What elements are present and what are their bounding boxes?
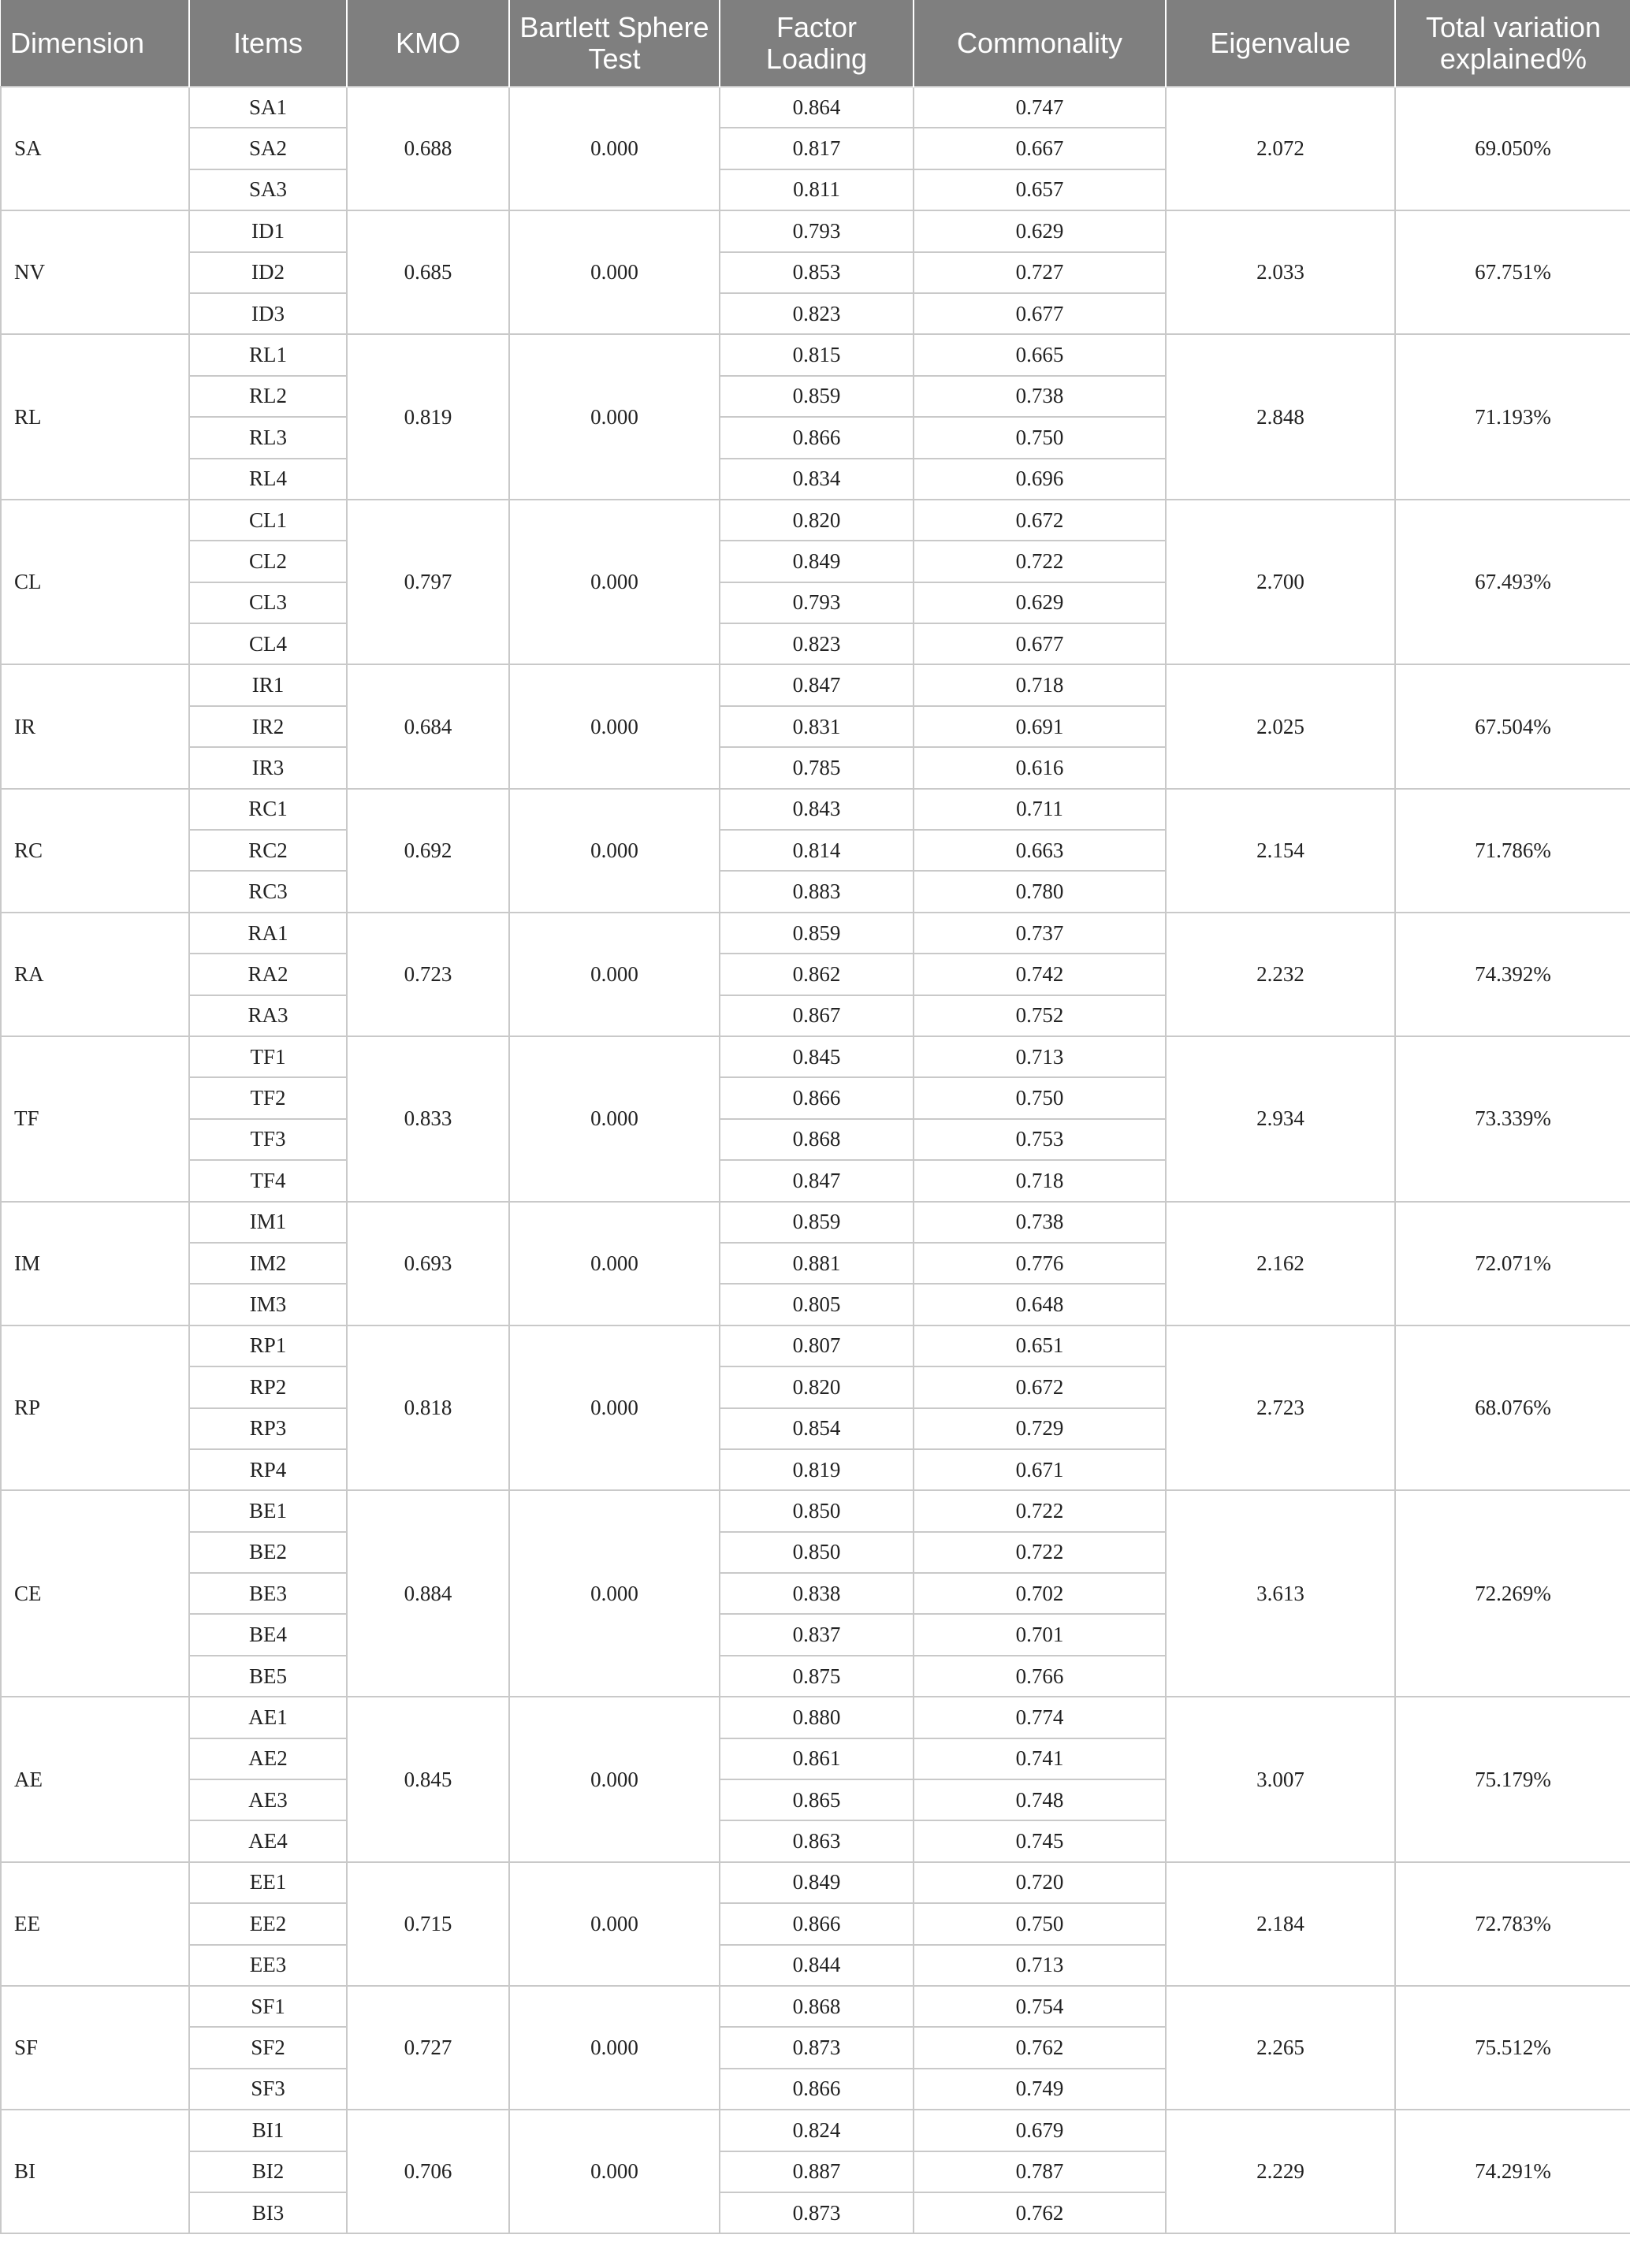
header-items: Items <box>189 0 347 87</box>
eigenvalue-cell: 2.848 <box>1166 334 1395 500</box>
factor-loading-cell: 0.881 <box>720 1243 914 1284</box>
total-variation-cell: 68.076% <box>1395 1325 1630 1491</box>
item-cell: CL1 <box>189 500 347 541</box>
commonality-cell: 0.729 <box>914 1408 1166 1449</box>
dimension-cell: RL <box>1 334 189 500</box>
total-variation-cell: 74.392% <box>1395 913 1630 1036</box>
factor-loading-cell: 0.868 <box>720 1119 914 1160</box>
factor-loading-cell: 0.859 <box>720 376 914 417</box>
factor-loading-cell: 0.853 <box>720 252 914 293</box>
eigenvalue-cell: 3.007 <box>1166 1697 1395 1862</box>
commonality-cell: 0.737 <box>914 913 1166 954</box>
factor-loading-cell: 0.820 <box>720 1366 914 1407</box>
commonality-cell: 0.722 <box>914 1490 1166 1531</box>
item-cell: BE4 <box>189 1614 347 1655</box>
item-cell: BI2 <box>189 2151 347 2192</box>
dimension-cell: RA <box>1 913 189 1036</box>
dimension-cell: CE <box>1 1490 189 1697</box>
eigenvalue-cell: 2.232 <box>1166 913 1395 1036</box>
total-variation-cell: 75.512% <box>1395 1986 1630 2110</box>
table-row <box>1 1490 1630 1531</box>
factor-loading-cell: 0.867 <box>720 995 914 1036</box>
factor-loading-cell: 0.861 <box>720 1738 914 1779</box>
table-row <box>1 1325 1630 1366</box>
eigenvalue-cell: 2.025 <box>1166 664 1395 788</box>
factor-loading-cell: 0.850 <box>720 1532 914 1573</box>
total-variation-cell: 72.071% <box>1395 1202 1630 1325</box>
item-cell: RC3 <box>189 871 347 912</box>
dimension-cell: CL <box>1 500 189 665</box>
kmo-cell: 0.685 <box>347 210 509 334</box>
commonality-cell: 0.702 <box>914 1573 1166 1614</box>
table-row <box>1 500 1630 541</box>
table-header <box>1 0 1630 87</box>
table-body <box>1 87 1630 2233</box>
item-cell: SF1 <box>189 1986 347 2027</box>
item-cell: BE3 <box>189 1573 347 1614</box>
total-variation-cell: 75.179% <box>1395 1697 1630 1862</box>
item-cell: IM2 <box>189 1243 347 1284</box>
item-cell: CL3 <box>189 582 347 623</box>
factor-loading-cell: 0.887 <box>720 2151 914 2192</box>
item-cell: RL3 <box>189 417 347 458</box>
eigenvalue-cell: 2.184 <box>1166 1862 1395 1986</box>
commonality-cell: 0.750 <box>914 1903 1166 1944</box>
commonality-cell: 0.713 <box>914 1036 1166 1077</box>
factor-loading-cell: 0.880 <box>720 1697 914 1738</box>
item-cell: BI3 <box>189 2192 347 2233</box>
factor-loading-cell: 0.865 <box>720 1779 914 1820</box>
kmo-cell: 0.723 <box>347 913 509 1036</box>
header-eigenvalue: Eigenvalue <box>1166 0 1395 87</box>
kmo-cell: 0.819 <box>347 334 509 500</box>
item-cell: AE4 <box>189 1820 347 1861</box>
header-dimension: Dimension <box>1 0 189 87</box>
commonality-cell: 0.750 <box>914 417 1166 458</box>
factor-loading-cell: 0.815 <box>720 334 914 375</box>
item-cell: BE5 <box>189 1656 347 1697</box>
factor-loading-cell: 0.873 <box>720 2027 914 2068</box>
eigenvalue-cell: 2.033 <box>1166 210 1395 334</box>
commonality-cell: 0.762 <box>914 2027 1166 2068</box>
commonality-cell: 0.753 <box>914 1119 1166 1160</box>
eigenvalue-cell: 2.154 <box>1166 789 1395 913</box>
commonality-cell: 0.745 <box>914 1820 1166 1861</box>
factor-loading-cell: 0.823 <box>720 293 914 334</box>
item-cell: BE2 <box>189 1532 347 1573</box>
commonality-cell: 0.720 <box>914 1862 1166 1903</box>
header-bartlett: Bartlett Sphere Test <box>509 0 720 87</box>
bartlett-cell: 0.000 <box>509 1202 720 1325</box>
factor-loading-cell: 0.849 <box>720 541 914 582</box>
commonality-cell: 0.738 <box>914 1202 1166 1243</box>
table-row <box>1 2110 1630 2151</box>
kmo-cell: 0.715 <box>347 1862 509 1986</box>
commonality-cell: 0.718 <box>914 664 1166 705</box>
bartlett-cell: 0.000 <box>509 1036 720 1202</box>
item-cell: ID3 <box>189 293 347 334</box>
item-cell: IR1 <box>189 664 347 705</box>
commonality-cell: 0.752 <box>914 995 1166 1036</box>
bartlett-cell: 0.000 <box>509 500 720 665</box>
item-cell: RA1 <box>189 913 347 954</box>
commonality-cell: 0.741 <box>914 1738 1166 1779</box>
factor-loading-cell: 0.875 <box>720 1656 914 1697</box>
commonality-cell: 0.677 <box>914 293 1166 334</box>
factor-loading-cell: 0.793 <box>720 582 914 623</box>
item-cell: TF2 <box>189 1077 347 1118</box>
commonality-cell: 0.727 <box>914 252 1166 293</box>
bartlett-cell: 0.000 <box>509 913 720 1036</box>
factor-loading-cell: 0.854 <box>720 1408 914 1449</box>
total-variation-cell: 73.339% <box>1395 1036 1630 1202</box>
kmo-cell: 0.845 <box>347 1697 509 1862</box>
total-variation-cell: 71.193% <box>1395 334 1630 500</box>
kmo-cell: 0.706 <box>347 2110 509 2233</box>
factor-loading-cell: 0.820 <box>720 500 914 541</box>
commonality-cell: 0.747 <box>914 87 1166 128</box>
item-cell: RP4 <box>189 1449 347 1490</box>
item-cell: RL1 <box>189 334 347 375</box>
factor-loading-cell: 0.873 <box>720 2192 914 2233</box>
factor-loading-cell: 0.819 <box>720 1449 914 1490</box>
commonality-cell: 0.672 <box>914 1366 1166 1407</box>
commonality-cell: 0.754 <box>914 1986 1166 2027</box>
commonality-cell: 0.671 <box>914 1449 1166 1490</box>
factor-loading-cell: 0.823 <box>720 623 914 664</box>
item-cell: EE1 <box>189 1862 347 1903</box>
total-variation-cell: 72.269% <box>1395 1490 1630 1697</box>
item-cell: RP1 <box>189 1325 347 1366</box>
item-cell: IR2 <box>189 706 347 747</box>
factor-loading-cell: 0.845 <box>720 1036 914 1077</box>
factor-loading-cell: 0.837 <box>720 1614 914 1655</box>
commonality-cell: 0.738 <box>914 376 1166 417</box>
item-cell: AE3 <box>189 1779 347 1820</box>
bartlett-cell: 0.000 <box>509 1862 720 1986</box>
table-row <box>1 1862 1630 1903</box>
item-cell: IR3 <box>189 747 347 788</box>
commonality-cell: 0.679 <box>914 2110 1166 2151</box>
factor-loading-cell: 0.785 <box>720 747 914 788</box>
kmo-cell: 0.884 <box>347 1490 509 1697</box>
header-row <box>1 0 1630 87</box>
commonality-cell: 0.774 <box>914 1697 1166 1738</box>
factor-loading-cell: 0.866 <box>720 417 914 458</box>
bartlett-cell: 0.000 <box>509 1697 720 1862</box>
eigenvalue-cell: 2.162 <box>1166 1202 1395 1325</box>
item-cell: EE3 <box>189 1945 347 1986</box>
commonality-cell: 0.722 <box>914 1532 1166 1573</box>
table-row <box>1 334 1630 375</box>
item-cell: BI1 <box>189 2110 347 2151</box>
factor-loading-cell: 0.866 <box>720 1903 914 1944</box>
item-cell: SF3 <box>189 2069 347 2110</box>
item-cell: RP2 <box>189 1366 347 1407</box>
factor-loading-cell: 0.834 <box>720 459 914 500</box>
item-cell: CL2 <box>189 541 347 582</box>
total-variation-cell: 72.783% <box>1395 1862 1630 1986</box>
factor-loading-cell: 0.850 <box>720 1490 914 1531</box>
commonality-cell: 0.701 <box>914 1614 1166 1655</box>
item-cell: TF4 <box>189 1160 347 1201</box>
factor-loading-cell: 0.805 <box>720 1284 914 1325</box>
item-cell: AE1 <box>189 1697 347 1738</box>
total-variation-cell: 69.050% <box>1395 87 1630 210</box>
factor-loading-cell: 0.844 <box>720 1945 914 1986</box>
factor-loading-cell: 0.864 <box>720 87 914 128</box>
table-row <box>1 87 1630 128</box>
header-factor-loading: Factor Loading <box>720 0 914 87</box>
factor-loading-cell: 0.868 <box>720 1986 914 2027</box>
factor-loading-cell: 0.862 <box>720 954 914 995</box>
item-cell: RP3 <box>189 1408 347 1449</box>
header-kmo: KMO <box>347 0 509 87</box>
dimension-cell: AE <box>1 1697 189 1862</box>
item-cell: IM3 <box>189 1284 347 1325</box>
eigenvalue-cell: 2.723 <box>1166 1325 1395 1491</box>
commonality-cell: 0.629 <box>914 210 1166 251</box>
item-cell: AE2 <box>189 1738 347 1779</box>
bartlett-cell: 0.000 <box>509 1986 720 2110</box>
commonality-cell: 0.665 <box>914 334 1166 375</box>
item-cell: RL4 <box>189 459 347 500</box>
factor-loading-cell: 0.807 <box>720 1325 914 1366</box>
eigenvalue-cell: 2.265 <box>1166 1986 1395 2110</box>
item-cell: SA2 <box>189 128 347 169</box>
bartlett-cell: 0.000 <box>509 334 720 500</box>
item-cell: BE1 <box>189 1490 347 1531</box>
factor-loading-cell: 0.859 <box>720 913 914 954</box>
kmo-cell: 0.688 <box>347 87 509 210</box>
commonality-cell: 0.742 <box>914 954 1166 995</box>
factor-loading-cell: 0.817 <box>720 128 914 169</box>
factor-loading-cell: 0.863 <box>720 1820 914 1861</box>
commonality-cell: 0.713 <box>914 1945 1166 1986</box>
factor-loading-cell: 0.859 <box>720 1202 914 1243</box>
bartlett-cell: 0.000 <box>509 1325 720 1491</box>
item-cell: RA3 <box>189 995 347 1036</box>
dimension-cell: SF <box>1 1986 189 2110</box>
total-variation-cell: 67.504% <box>1395 664 1630 788</box>
total-variation-cell: 67.493% <box>1395 500 1630 665</box>
commonality-cell: 0.722 <box>914 541 1166 582</box>
factor-loading-cell: 0.847 <box>720 1160 914 1201</box>
eigenvalue-cell: 2.229 <box>1166 2110 1395 2233</box>
dimension-cell: EE <box>1 1862 189 1986</box>
item-cell: TF3 <box>189 1119 347 1160</box>
item-cell: RL2 <box>189 376 347 417</box>
item-cell: SF2 <box>189 2027 347 2068</box>
table-row <box>1 913 1630 954</box>
dimension-cell: TF <box>1 1036 189 1202</box>
header-total-variation: Total variation explained% <box>1395 0 1630 87</box>
bartlett-cell: 0.000 <box>509 2110 720 2233</box>
table-row <box>1 1986 1630 2027</box>
bartlett-cell: 0.000 <box>509 664 720 788</box>
factor-loading-cell: 0.814 <box>720 830 914 871</box>
bartlett-cell: 0.000 <box>509 789 720 913</box>
dimension-cell: RC <box>1 789 189 913</box>
item-cell: ID1 <box>189 210 347 251</box>
commonality-cell: 0.766 <box>914 1656 1166 1697</box>
factor-loading-cell: 0.811 <box>720 169 914 210</box>
item-cell: CL4 <box>189 623 347 664</box>
eigenvalue-cell: 2.700 <box>1166 500 1395 665</box>
kmo-cell: 0.727 <box>347 1986 509 2110</box>
item-cell: SA3 <box>189 169 347 210</box>
item-cell: EE2 <box>189 1903 347 1944</box>
kmo-cell: 0.693 <box>347 1202 509 1325</box>
bartlett-cell: 0.000 <box>509 87 720 210</box>
dimension-cell: BI <box>1 2110 189 2233</box>
commonality-cell: 0.629 <box>914 582 1166 623</box>
item-cell: SA1 <box>189 87 347 128</box>
commonality-cell: 0.657 <box>914 169 1166 210</box>
eigenvalue-cell: 3.613 <box>1166 1490 1395 1697</box>
factor-loading-cell: 0.831 <box>720 706 914 747</box>
dimension-cell: IR <box>1 664 189 788</box>
commonality-cell: 0.691 <box>914 706 1166 747</box>
commonality-cell: 0.672 <box>914 500 1166 541</box>
kmo-cell: 0.818 <box>347 1325 509 1491</box>
item-cell: TF1 <box>189 1036 347 1077</box>
item-cell: RA2 <box>189 954 347 995</box>
factor-loading-cell: 0.883 <box>720 871 914 912</box>
kmo-cell: 0.684 <box>347 664 509 788</box>
item-cell: ID2 <box>189 252 347 293</box>
commonality-cell: 0.762 <box>914 2192 1166 2233</box>
commonality-cell: 0.667 <box>914 128 1166 169</box>
commonality-cell: 0.748 <box>914 1779 1166 1820</box>
header-commonality: Commonality <box>914 0 1166 87</box>
table-row <box>1 664 1630 705</box>
commonality-cell: 0.677 <box>914 623 1166 664</box>
total-variation-cell: 67.751% <box>1395 210 1630 334</box>
factor-loading-cell: 0.847 <box>720 664 914 705</box>
item-cell: RC1 <box>189 789 347 830</box>
factor-loading-cell: 0.838 <box>720 1573 914 1614</box>
commonality-cell: 0.648 <box>914 1284 1166 1325</box>
table-row <box>1 1202 1630 1243</box>
factor-loading-cell: 0.866 <box>720 1077 914 1118</box>
commonality-cell: 0.651 <box>914 1325 1166 1366</box>
eigenvalue-cell: 2.072 <box>1166 87 1395 210</box>
item-cell: RC2 <box>189 830 347 871</box>
total-variation-cell: 74.291% <box>1395 2110 1630 2233</box>
dimension-cell: NV <box>1 210 189 334</box>
kmo-cell: 0.797 <box>347 500 509 665</box>
commonality-cell: 0.749 <box>914 2069 1166 2110</box>
bartlett-cell: 0.000 <box>509 210 720 334</box>
total-variation-cell: 71.786% <box>1395 789 1630 913</box>
factor-loading-cell: 0.849 <box>720 1862 914 1903</box>
dimension-cell: SA <box>1 87 189 210</box>
table-row <box>1 1036 1630 1077</box>
kmo-cell: 0.692 <box>347 789 509 913</box>
table-row <box>1 789 1630 830</box>
commonality-cell: 0.696 <box>914 459 1166 500</box>
item-cell: IM1 <box>189 1202 347 1243</box>
factor-loading-cell: 0.843 <box>720 789 914 830</box>
commonality-cell: 0.750 <box>914 1077 1166 1118</box>
commonality-cell: 0.780 <box>914 871 1166 912</box>
eigenvalue-cell: 2.934 <box>1166 1036 1395 1202</box>
commonality-cell: 0.616 <box>914 747 1166 788</box>
commonality-cell: 0.787 <box>914 2151 1166 2192</box>
commonality-cell: 0.776 <box>914 1243 1166 1284</box>
dimension-cell: RP <box>1 1325 189 1491</box>
factor-loading-cell: 0.866 <box>720 2069 914 2110</box>
table-row <box>1 210 1630 251</box>
kmo-cell: 0.833 <box>347 1036 509 1202</box>
factor-loading-cell: 0.824 <box>720 2110 914 2151</box>
commonality-cell: 0.711 <box>914 789 1166 830</box>
factor-loading-cell: 0.793 <box>720 210 914 251</box>
commonality-cell: 0.663 <box>914 830 1166 871</box>
commonality-cell: 0.718 <box>914 1160 1166 1201</box>
dimension-cell: IM <box>1 1202 189 1325</box>
bartlett-cell: 0.000 <box>509 1490 720 1697</box>
table-row <box>1 1697 1630 1738</box>
